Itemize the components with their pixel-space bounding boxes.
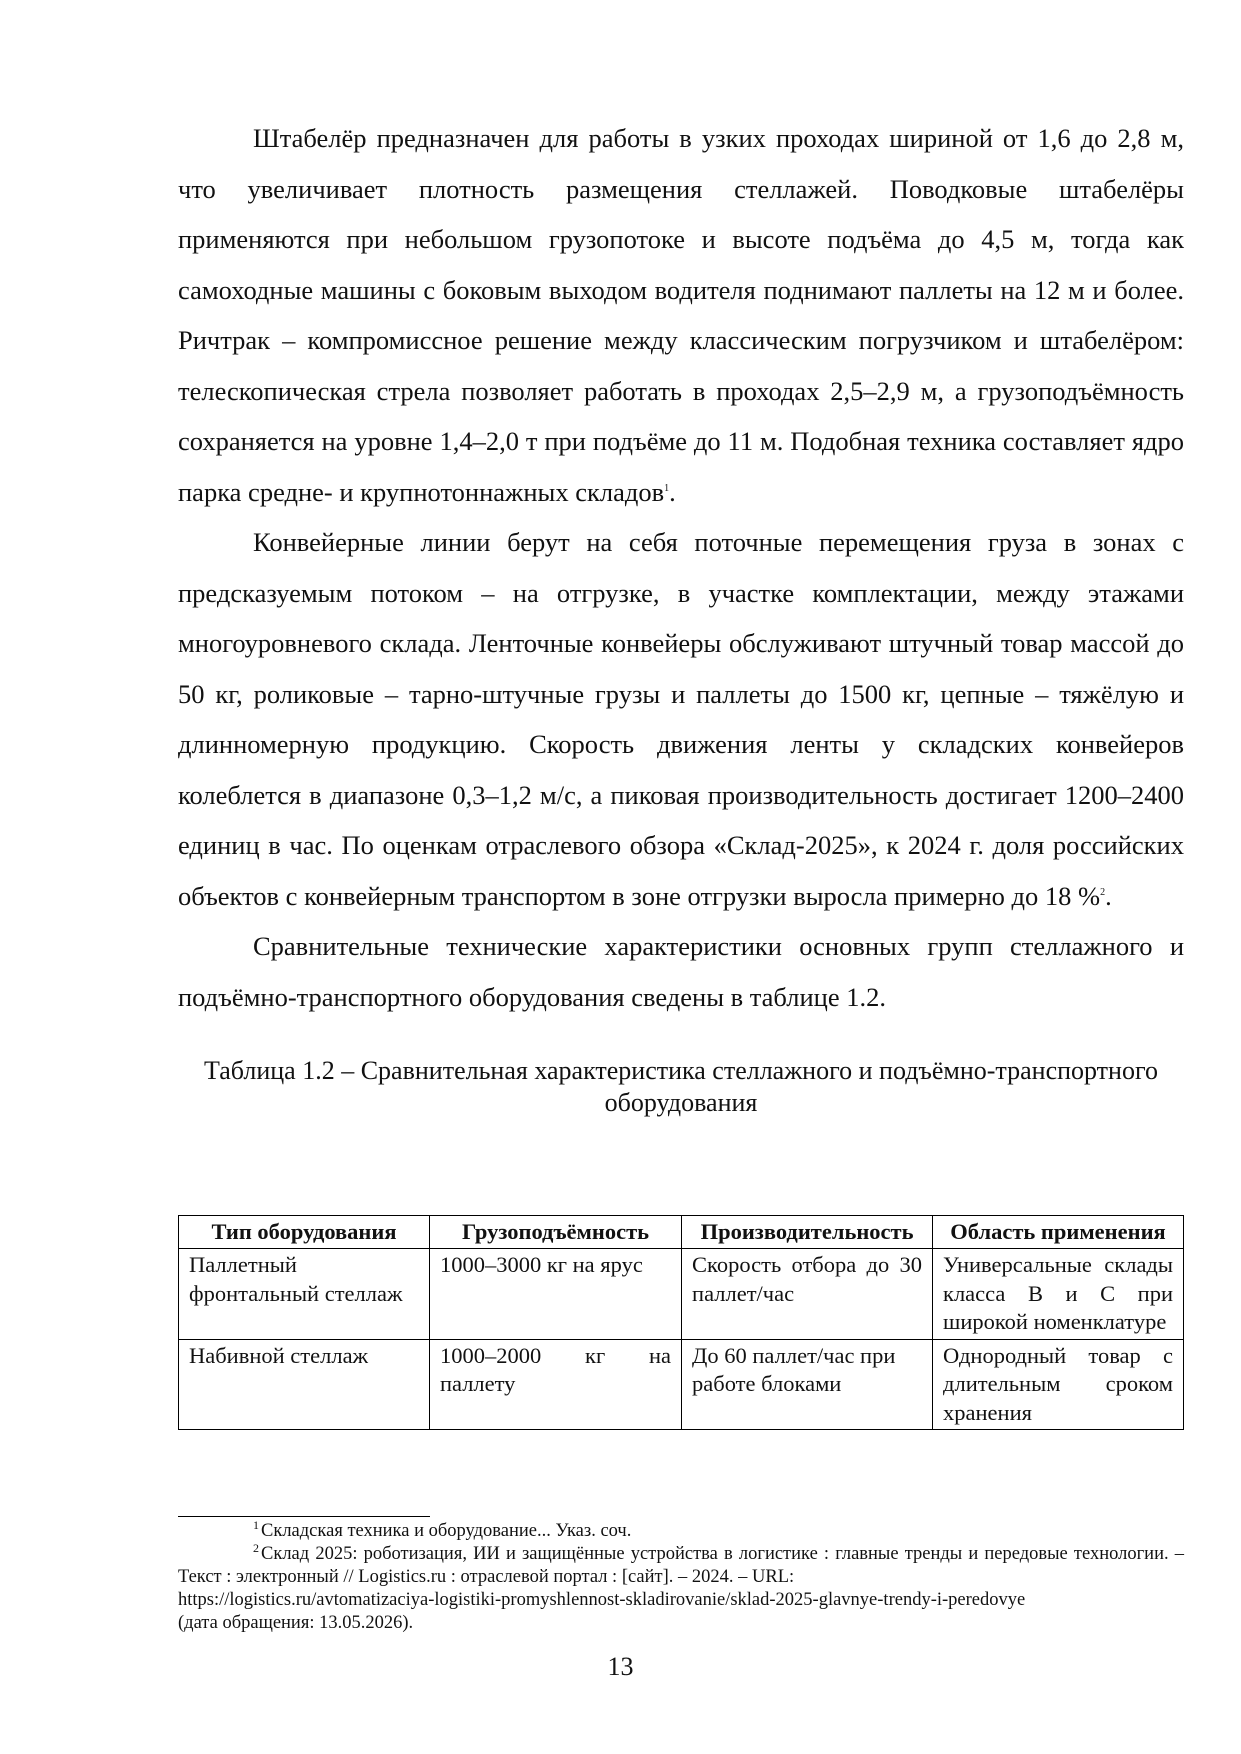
footnote-url[interactable] (178, 1589, 1184, 1612)
table-cell: 1000–2000 кг на паллету (429, 1339, 681, 1430)
table-cell: Однородный товар с длительным сроком хранения (933, 1339, 1184, 1430)
table-cell: Скорость отбора до 30 паллет/час (682, 1249, 933, 1340)
footnote (178, 1520, 1184, 1543)
comparison-table (178, 1215, 1184, 1430)
table-cell: Набивной стеллаж (179, 1339, 430, 1430)
document-body (178, 113, 1184, 1119)
paragraph (178, 113, 1184, 517)
paragraph-tail: . (1105, 880, 1112, 911)
table-cell: Паллетный фронтальный стеллаж (179, 1249, 430, 1340)
table-row (179, 1339, 1184, 1430)
paragraph (178, 517, 1184, 921)
header-cell: Грузоподъёмность (429, 1216, 681, 1249)
footnotes (178, 1520, 1184, 1635)
table-header-row (179, 1216, 1184, 1249)
header-cell: Производительность (682, 1216, 933, 1249)
table-cell: До 60 паллет/час при работе блоками (682, 1339, 933, 1430)
header-cell: Область применения (933, 1216, 1184, 1249)
header-cell: Тип оборудования (179, 1216, 430, 1249)
paragraph-text: Сравнительные технические характеристики основных групп стеллажного и подъёмно-транспортного оборудования сведены в таблице 1.2. (178, 931, 1184, 1012)
paragraph-tail: . (669, 476, 676, 507)
footnote-link[interactable]: https://logistics.ru/avtomatizaciya-logistiki-promyshlennost-skladirovanie/sklad-2025-glavnye-trendy-i-peredovye (178, 1590, 1026, 1610)
paragraph (178, 921, 1184, 1022)
page-number: 13 (607, 1652, 634, 1681)
footnote-number: 1 (253, 1518, 259, 1532)
table-caption: Таблица 1.2 – Сравнительная характеристика стеллажного и подъёмно-транспортного оборудования (204, 1056, 1158, 1117)
footnote-ref[interactable]: 1 (664, 482, 670, 494)
table-cell: 1000–3000 кг на ярус (429, 1249, 681, 1340)
footnote-number: 2 (253, 1541, 259, 1555)
footnote-separator (178, 1516, 430, 1517)
footnote-text: Складская техника и оборудование... Указ. соч. (261, 1521, 632, 1541)
table-cell: Универсальные склады класса B и C при широкой номенклатуре (933, 1249, 1184, 1340)
footnote-accessed: (дата обращения: 13.05.2026). (178, 1613, 414, 1633)
table-row (179, 1249, 1184, 1340)
paragraph-text: Штабелёр предназначен для работы в узких проходах шириной от 1,6 до 2,8 м, что увеличивает плотность размещения стеллажей. Поводковые штабелёры применяются при небольшом грузопотоке и высоте подъёма до 4,5 м, тогда как самоходные машины с боковым выходом водителя поднимают паллеты на 12 м и более. Ричтрак – компромиссное решение между классическим погрузчиком и штабелёром: телескопическая стрела позволяет работать в проходах 2,5–2,9 м, а грузоподъёмность сохраняется на уровне 1,4–2,0 т при подъёме до 11 м. Подобная техника составляет ядро парка средне- и крупнотоннажных складов (178, 123, 1184, 507)
footnote-ref[interactable]: 2 (1100, 886, 1106, 898)
paragraph-text: Конвейерные линии берут на себя поточные перемещения груза в зонах с предсказуемым потоком – на отгрузке, в участке комплектации, между этажами многоуровневого склада. Ленточные конвейеры обслуживают штучный товар массой до 50 кг, роликовые – тарно-штучные грузы и паллеты до 1500 кг, цепные – тяжёлую и длинномерную продукцию. Скорость движения ленты у складских конвейеров колеблется в диапазоне 0,3–1,2 м/с, а пиковая производительность достигает 1200–2400 единиц в час. По оценкам отраслевого обзора «Склад-2025», к 2024 г. доля российских объектов с конвейерным транспортом в зоне отгрузки выросла примерно до 18 % (178, 527, 1184, 911)
footnote (178, 1543, 1184, 1589)
footnote-text: Склад 2025: роботизация, ИИ и защищённые устройства в логистике : главные тренды и передовые технологии. – Текст : электронный // Logistics.ru : отраслевой портал : [сайт]. – 2024. – URL: (178, 1544, 1184, 1587)
